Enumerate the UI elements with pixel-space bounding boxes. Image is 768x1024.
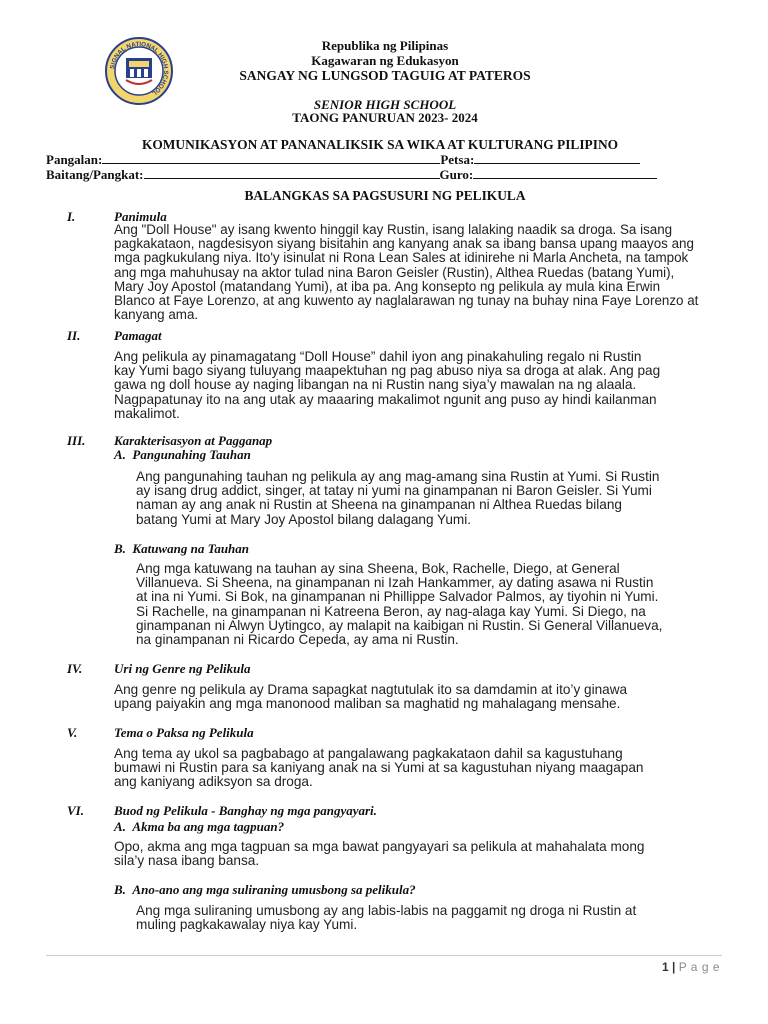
section-1-line: Ang "Doll House" ay isang kwento hinggil kay Rustin, isang lalaking naadik sa droga. Sa isang [114, 222, 673, 237]
section-3a-line: naman ay ang anak ni Rustin at Sheena na ginampanan ni Althea Ruedas bilang [136, 497, 622, 513]
section-3b-label: B. [114, 541, 126, 556]
field-row-1 [46, 152, 640, 168]
section-5-body [114, 747, 734, 790]
section-2-number: II. [67, 328, 81, 343]
section-4-number: IV. [67, 661, 83, 676]
guro-field[interactable] [473, 168, 657, 179]
guro-label: Guro: [439, 167, 474, 182]
section-3b-line: ginampanan ni Alwyn Uytingco, ay malapit na kaibigan ni Rustin. Si General Villanueva, [136, 617, 663, 633]
section-2-body [114, 350, 734, 421]
section-3a-line: ay isang drug addict, singer, at tatay ni yumi na ginampanan ni Baron Geisler. Si Yumi [136, 483, 652, 499]
section-6a-body [114, 840, 734, 868]
section-1-line: pagkakataon, nagdesisyon siyang bisitahin ang kanyang anak sa ibang bansa upang maayos ang [114, 236, 694, 252]
section-3a-label: A. [114, 447, 126, 462]
section-6b-title: Ano-ano ang mga suliraning umusbong sa pelikula? [132, 882, 416, 897]
section-5-number: V. [67, 725, 78, 740]
section-6a-title: Akma ba ang mga tagpuan? [132, 819, 285, 834]
page-footer [662, 960, 720, 974]
section-2-line: Nagpapatunay ito na ang utak ay maaaring makalimot ngunit ang puso ay hindi kailanman [114, 391, 657, 407]
header-subject: KOMUNIKASYON AT PANANALIKSIK SA WIKA AT KULTURANG PILIPINO [141, 137, 619, 152]
header-school: SENIOR HIGH SCHOOL [313, 97, 457, 112]
section-3-title: Karakterisasyon at Pagganap [114, 433, 273, 448]
page-separator: | [671, 960, 676, 974]
field-row-2 [46, 167, 657, 183]
baitang-field[interactable] [144, 168, 440, 179]
header-department: Kagawaran ng Edukasyon [311, 53, 459, 68]
section-1-line: ang mga mahuhusay na aktor tulad nina Baron Geisler (Rustin), Althea Ruedas (batang Yumi), [114, 264, 675, 280]
section-6a-line: sila’y nasa ibang bansa. [114, 853, 260, 869]
section-3a-heading [114, 447, 251, 463]
pangalan-field[interactable] [102, 153, 440, 164]
section-1-line: kanyang ama. [114, 307, 199, 323]
section-5-line: ang kaniyang adiksyon sa droga. [114, 774, 313, 790]
section-3b-line: Villanueva. Si Sheena, na ginampanan ni Izah Hankammer, ay dating asawa ni Rustin [136, 575, 654, 591]
section-6b-heading [114, 882, 416, 898]
svg-text:SIGNAL NATIONAL HIGH SCHOOL: SIGNAL NATIONAL HIGH SCHOOL [109, 40, 170, 97]
section-2-line: Ang pelikula ay pinamagatang “Doll House” dahil iyon ang pinakahuling regalo ni Rustin [114, 349, 642, 364]
section-6a-line: Opo, akma ang mga tagpuan sa mga bawat pangyayari sa pelikula at mahahalata mong [114, 839, 645, 854]
section-1-line: Mary Joy Apostol (matandang Yumi), at iba pa. Ang konsepto ng pelikula ay mula kina Erwin [114, 278, 661, 294]
page-number: 1 [661, 960, 669, 974]
section-3b-body [136, 562, 736, 647]
section-3b-line: Si Rachelle, na ginampanan ni Katreena Beron, ay nag-alaga kay Yumi. Si Diego, na [136, 603, 646, 619]
section-6a-heading [114, 819, 284, 835]
section-6-title: Buod ng Pelikula - Banghay ng mga pangyayari. [114, 803, 377, 818]
section-2-title: Pamagat [114, 328, 162, 343]
section-6a-label: A. [114, 819, 126, 834]
section-3a-body [136, 470, 736, 527]
section-3a-line: Ang pangunahing tauhan ng pelikula ay ang mag-amang sina Rustin at Yumi. Si Rustin [136, 469, 660, 484]
section-2-line: kay Yumi bago siyang tuluyang maapektuhan ng pag abuso niya sa droga at alak. Ang pag [114, 363, 661, 379]
section-1-body [114, 223, 734, 322]
footer-rule [46, 955, 722, 956]
section-3b-line: Ang mga katuwang na tauhan ay sina Sheena, Bok, Rachelle, Diego, at General [136, 561, 620, 576]
header-republic: Republika ng Pilipinas [321, 38, 449, 53]
section-6b-body [136, 904, 736, 932]
section-3-number: III. [67, 433, 86, 448]
section-5-line: bumawi ni Rustin para sa kaniyang anak na si Yumi at sa kagustuhan niyang maagapan [114, 760, 644, 776]
section-4-title: Uri ng Genre ng Pelikula [114, 661, 251, 676]
section-4-line: upang paiyakin ang mga manonood maliban sa maghatid ng mahalagang mensahe. [114, 696, 621, 712]
page-word: P a g e [678, 960, 720, 974]
header-division: SANGAY NG LUNGSOD TAGUIG AT PATEROS [239, 68, 531, 83]
section-1-number: I. [67, 209, 76, 224]
section-3b-line: na ginampanan ni Ricardo Cepeda, ay ama ni Rustin. [136, 632, 459, 648]
section-2-line: gawa ng doll house ay naging libangan na ni Rustin nang siya’y mawalan na ng alaala. [114, 377, 637, 393]
section-2-line: makalimot. [114, 405, 180, 421]
petsa-field[interactable] [474, 153, 640, 164]
section-1-line: Blanco at Faye Lorenzo, at ang kuwento ay naglalarawan ng tunay na buhay nina Faye Lorenzo at [114, 293, 699, 309]
section-3b-line: at ina ni Yumi. Si Bok, na ginampanan ni Phillippe Salvador Palmos, ay tiyohin ni Yumi. [136, 589, 659, 605]
section-5-title: Tema o Paksa ng Pelikula [114, 725, 254, 740]
section-6b-line: Ang mga suliraning umusbong ay ang labis-labis na paggamit ng droga ni Rustin at [136, 903, 637, 918]
section-3a-title: Pangunahing Tauhan [132, 447, 251, 462]
section-3a-line: batang Yumi at Mary Joy Apostol bilang dalagang Yumi. [136, 511, 472, 527]
baitang-label: Baitang/Pangkat: [46, 167, 144, 182]
document-title: BALANGKAS SA PAGSUSURI NG PELIKULA [244, 188, 526, 203]
section-1-line: mga pagkukulang niya. Ito'y isinulat ni Rona Lean Sales at idinirehe ni Marla Ancheta, na tampok [114, 250, 689, 266]
section-6b-label: B. [114, 882, 126, 897]
petsa-label: Petsa: [440, 152, 475, 167]
section-6-number: VI. [67, 803, 84, 818]
section-6b-line: muling pagkakawalay niya kay Yumi. [136, 917, 358, 933]
section-4-body [114, 683, 734, 711]
header-year: TAONG PANURUAN 2023- 2024 [292, 110, 478, 125]
section-5-line: Ang tema ay ukol sa pagbabago at pangalawang pagkakataon dahil sa kagustuhang [114, 746, 623, 761]
section-4-line: Ang genre ng pelikula ay Drama sapagkat nagtutulak ito sa damdamin at ito’y ginawa [114, 682, 628, 697]
section-3b-heading [114, 541, 249, 557]
pangalan-label: Pangalan: [46, 152, 103, 167]
section-1-title: Panimula [114, 209, 167, 224]
section-3b-title: Katuwang na Tauhan [132, 541, 250, 556]
